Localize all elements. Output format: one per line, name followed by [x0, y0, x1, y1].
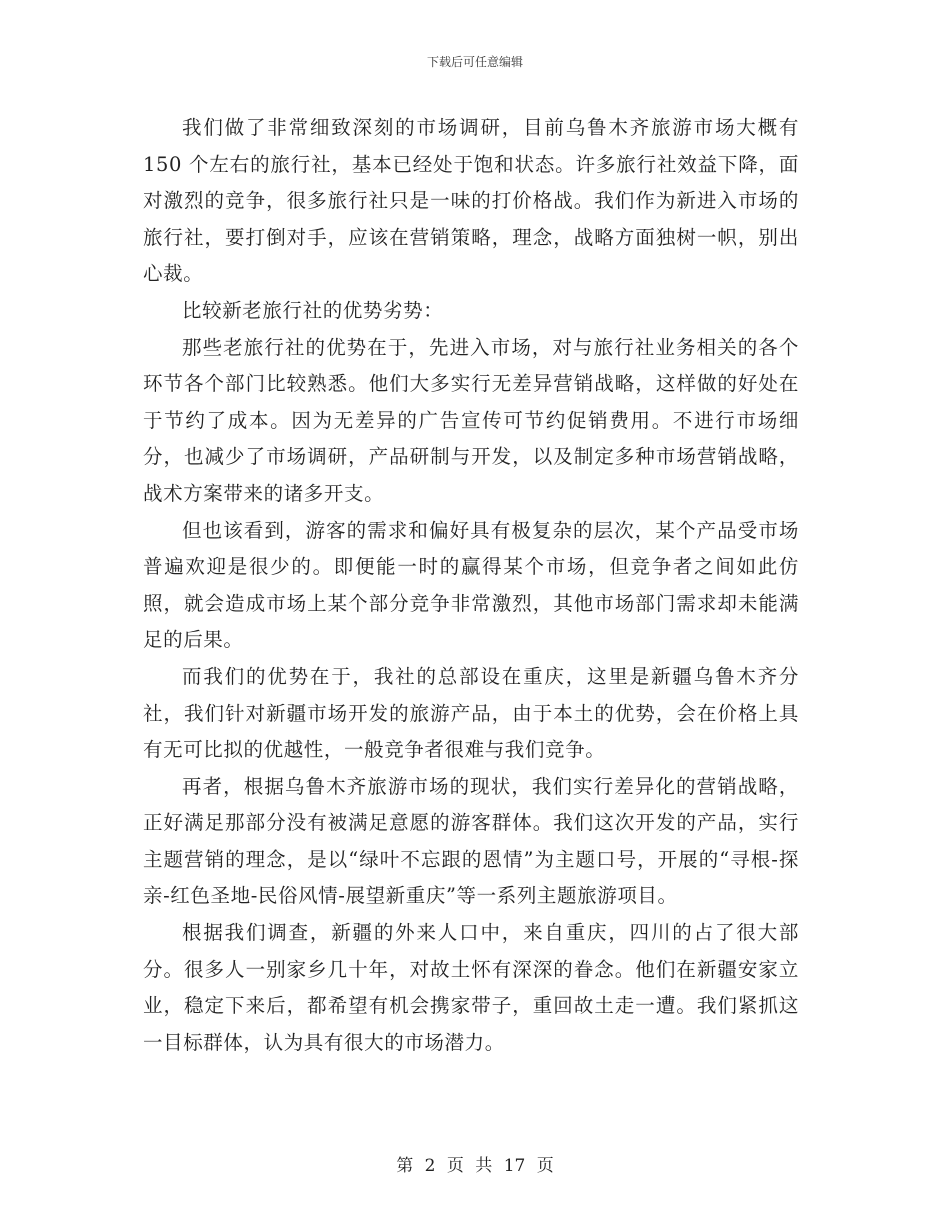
document-body: [143, 110, 799, 1061]
paragraph-old-agency-advantages: 那些老旅行社的优势在于，先进入市场，对与旅行社业务相关的各个环节各个部门比较熟悉。他们大多实行无差异营销战略，这样做的好处在于节约了成本。因为无差异的广告宣传可节约促销费用。不进行市场细分，也减少了市场调研，产品研制与开发，以及制定多种市场营销战略，战术方案带来的诸多开支。: [143, 335, 799, 505]
page-number-footer: 第 2 页 共 17 页: [396, 1156, 554, 1176]
paragraph-comparison-heading: 比较新老旅行社的优势劣势：: [182, 298, 444, 322]
paragraph-target-group: 根据我们调查，新疆的外来人口中，来自重庆，四川的占了很大部分。很多人一别家乡几十年，对故土怀有深深的眷念。他们在新疆安家立业，稳定下来后，都希望有机会携家带子，重回故土走一遭。我们紧抓这一目标群体，认为具有很大的市场潜力。: [143, 921, 799, 1054]
paragraph-differentiation-strategy: 再者，根据乌鲁木齐旅游市场的现状，我们实行差异化的营销战略，正好满足那部分没有被满足意愿的游客群体。我们这次开发的产品，实行主题营销的理念，是以“绿叶不忘跟的恩情”为主题口号，开展的“寻根-探亲-红色圣地-民俗风情-展望新重庆”等一系列主题旅游项目。: [143, 774, 799, 908]
paragraph-market-research: 我们做了非常细致深刻的市场调研，目前乌鲁木齐旅游市场大概有150 个左右的旅行社，基本已经处于饱和状态。许多旅行社效益下降，面对激烈的竞争，很多旅行社只是一味的打价格战。我们作为新进入市场的旅行社，要打倒对手，应该在营销策略，理念，战略方面独树一帜，别出心裁。: [143, 116, 799, 286]
paragraph-our-advantages: 而我们的优势在于，我社的总部设在重庆，这里是新疆乌鲁木齐分社，我们针对新疆市场开发的旅游产品，由于本土的优势，会在价格上具有无可比拟的优越性，一般竞争者很难与我们竞争。: [143, 664, 799, 762]
paragraph-customer-needs: 但也该看到，游客的需求和偏好具有极复杂的层次，某个产品受市场普遍欢迎是很少的。即便能一时的赢得某个市场，但竞争者之间如此仿照，就会造成市场上某个部分竞争非常激烈，其他市场部门需求却未能满足的后果。: [143, 518, 799, 652]
page-header-note: 下载后可任意编辑: [426, 55, 523, 69]
